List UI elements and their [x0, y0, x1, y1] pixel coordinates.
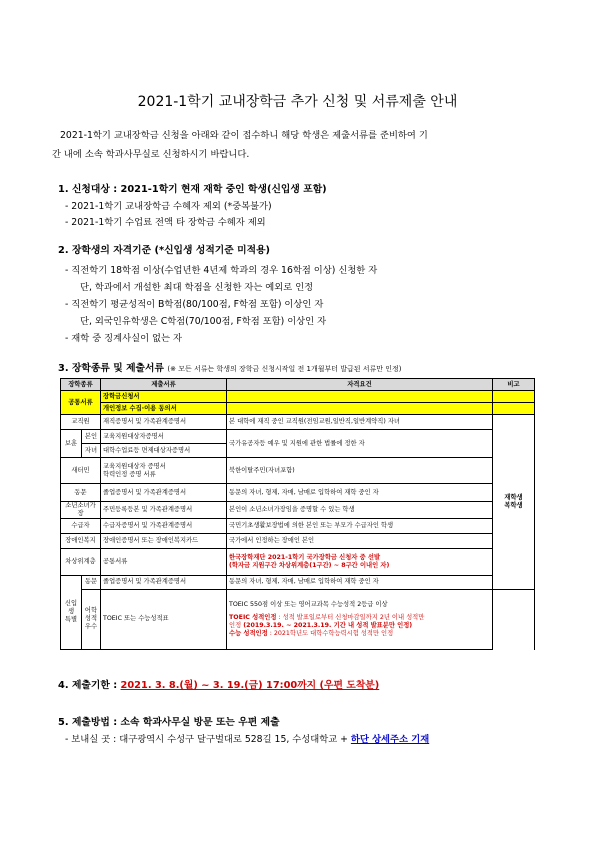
toeic-period: (2019.3.19. ~ 2021.3.19. 기간 내 성적 발표분만 인정)	[243, 621, 413, 629]
row-type: 새터민	[61, 458, 101, 484]
remark-current-students	[493, 415, 535, 590]
common-blank	[227, 391, 493, 403]
suneung-label: 수능 성적인정	[229, 629, 268, 637]
section-2-item: 단, 외국인유학생은 C학점(70/100점, F학점 포함) 이상인 자	[80, 316, 327, 327]
remark-line: 재학생	[504, 494, 523, 501]
section-3-note: (※ 모든 서류는 학생의 장학금 신청시작일 전 1개월부터 발급된 서류만 인정)	[167, 365, 402, 373]
row-type: 수급자	[61, 518, 101, 533]
deadline: 2021. 3. 8.(월) ~ 3. 19.(금) 17:00까지 (우편 도착분)	[120, 680, 380, 691]
row-subtype-language	[82, 589, 101, 649]
common-doc-application: 장학금신청서	[101, 391, 227, 403]
common-docs-label: 공통서류	[61, 391, 101, 415]
row-type: 보훈	[61, 430, 82, 458]
row-doc: 교육지원대상자증명서	[101, 430, 227, 444]
section-4-heading	[58, 677, 379, 691]
header-requirements: 자격요건	[227, 379, 493, 391]
subtype-line: 성적	[84, 615, 98, 623]
common-blank	[227, 403, 493, 415]
section-2-item: 단, 학과에서 개설한 최대 학점을 신청한 자는 예외로 인정	[80, 282, 314, 293]
section-3-title: 3. 장학종류 및 제출서류	[58, 363, 164, 374]
section-1-item: - 2021-1학기 수업료 전액 타 장학금 수혜자 제외	[65, 217, 266, 228]
row-type: 장애인복지	[61, 533, 101, 548]
row-requirement	[227, 548, 493, 575]
header-type: 장학종류	[61, 379, 101, 391]
section-2-item: - 직전학기 평균성적이 B학점(80/100점, F학점 포함) 이상인 자	[65, 299, 324, 310]
row-doc	[101, 458, 227, 484]
section-1-item: - 2021-1학기 교내장학금 수혜자 제외 (*중복불가)	[65, 201, 272, 212]
toeic-text: : 성적 발표일로부터 신청마감일까지 2년 이내 성적만	[278, 613, 425, 621]
common-remark-blank	[493, 391, 535, 403]
toeic-text-2: 인정	[229, 621, 242, 629]
section-3-heading	[58, 360, 402, 374]
row-doc: 재직증명서 및 가족관계증명서	[101, 415, 227, 430]
row-doc-line: 학력인정 증명 서류	[103, 470, 156, 478]
row-doc: 대학수업료등 면제대상자증명서	[101, 444, 227, 458]
row-subtype: 자녀	[82, 444, 101, 458]
section-5-heading: 5. 제출방법 : 소속 학과사무실 방문 또는 우편 제출	[58, 717, 280, 728]
row-requirement: 국가유공자등 예우 및 지원에 관한 법률에 정한 자	[227, 430, 493, 458]
row-doc: 장애인증명서 또는 장애인복지카드	[101, 533, 227, 548]
row-doc: 주민등록등본 및 가족관계증명서	[101, 502, 227, 519]
type-line: 신입생	[64, 600, 78, 616]
section-1-heading: 1. 신청대상 : 2021-1학기 현재 재학 중인 학생(신입생 포함)	[58, 184, 327, 195]
common-doc-consent: 개인정보 수집·이용 동의서	[101, 403, 227, 415]
common-remark-blank	[493, 403, 535, 415]
row-requirement: 국민기초생활보장법에 의한 본인 또는 부모가 수급자인 학생	[227, 518, 493, 533]
section-2-item: - 재학 중 징계사실이 없는 자	[65, 333, 182, 344]
row-doc-line: 교육지원대상자 증명서	[103, 462, 166, 470]
subtype-line: 어학	[84, 607, 98, 615]
toeic-label: TOEIC 성적인정	[229, 613, 277, 621]
row-doc: 졸업증명서 및 가족관계증명서	[101, 575, 227, 589]
suneung-text: : 2021학년도 대학수학능력시험 성적만 인정	[269, 629, 394, 637]
section-4-label: 4. 제출기한 :	[58, 680, 121, 691]
row-requirement: 국가에서 인정하는 장애인 본인	[227, 533, 493, 548]
section-2-heading: 2. 장학생의 자격기준 (*신입생 성적기준 미적용)	[58, 245, 271, 256]
section-5-address	[65, 731, 429, 745]
row-doc: 졸업증명서 및 가족관계증명서	[101, 484, 227, 502]
section-2-item: - 직전학기 18학점 이상(수업년한 4년제 학과의 경우 16학점 이상) 신청한 자	[65, 265, 378, 276]
row-subtype: 본인	[82, 430, 101, 444]
row-doc: 수급자증명서 및 가족관계증명서	[101, 518, 227, 533]
remark-line: 복학생	[504, 501, 523, 509]
row-doc: 공통서류	[101, 548, 227, 575]
header-docs: 제출서류	[101, 379, 227, 391]
row-requirement-language	[227, 589, 493, 649]
scholarship-table	[60, 378, 535, 650]
row-requirement: 북한이탈주민(자녀포함)	[227, 458, 493, 484]
row-requirement-line: 한국장학재단 2021-1학기 국가장학금 신청자 중 선발	[229, 553, 381, 561]
intro-line-2: 간 내에 소속 학과사무실로 신청하시기 바랍니다.	[52, 149, 250, 160]
intro-line-1: 2021-1학기 교내장학금 신청을 아래와 같이 접수하니 해당 학생은 제출서류를 준비하여 기	[60, 130, 428, 141]
subtype-line: 우수	[84, 623, 98, 631]
row-requirement: 동문의 자녀, 형제, 자매, 남매로 입학하여 재학 중인 자	[227, 575, 493, 589]
new-student-type	[61, 575, 82, 649]
header-remarks: 비고	[493, 379, 535, 391]
lang-requirement: TOEIC 550점 이상 또는 영어교과목 수능성적 2등급 이상	[229, 601, 388, 608]
row-requirement-line: (학자금 지원구간 차상위계층(1구간) ~ 8구간 이내인 자)	[229, 561, 390, 569]
row-doc: TOEIC 또는 수능성적표	[101, 589, 227, 649]
address-detail-note: 하단 상세주소 기재	[350, 734, 430, 745]
row-type: 소년소녀가장	[61, 502, 101, 519]
row-type: 동문	[61, 484, 101, 502]
row-requirement: 본 대학에 재직 중인 교직원(전임교원,일반직,일반계약직) 자녀	[227, 415, 493, 430]
type-line: 특별	[64, 616, 78, 624]
page-title: 2021-1학기 교내장학금 추가 신청 및 서류제출 안내	[137, 94, 458, 110]
row-requirement: 동문의 자녀, 형제, 자매, 남매로 입학하여 재학 중인 자	[227, 484, 493, 502]
row-type: 교직원	[61, 415, 101, 430]
row-requirement: 본인이 소년소녀가장임을 증명할 수 있는 학생	[227, 502, 493, 519]
row-subtype: 동문	[82, 575, 101, 589]
row-type: 차상위계층	[61, 548, 101, 575]
address-text: - 보내실 곳 : 대구광역시 수성구 달구벌대로 528길 15, 수성대학교 +	[65, 734, 351, 745]
